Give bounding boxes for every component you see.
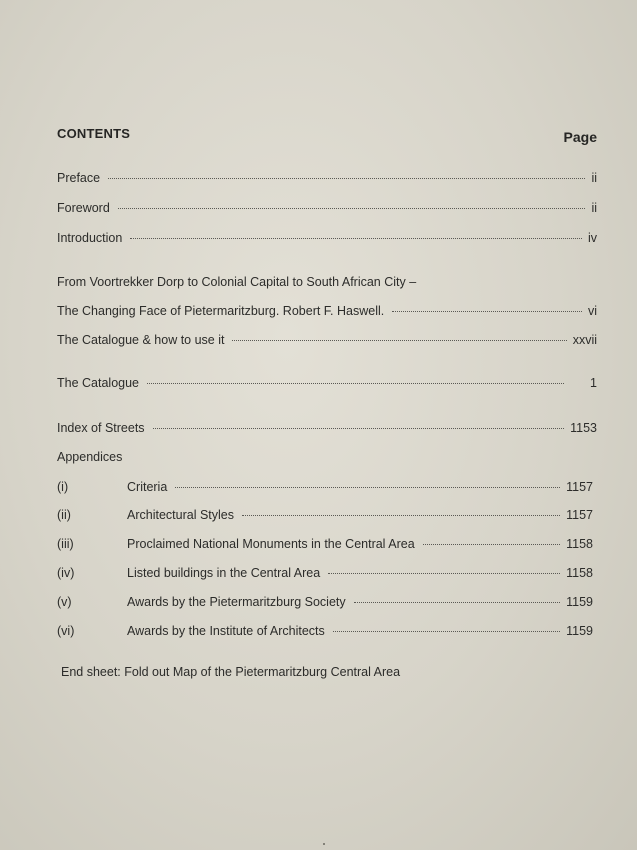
dot-leader: [333, 630, 560, 632]
appendix-number: (vi): [57, 624, 75, 638]
toc-entry-introduction: [57, 231, 597, 245]
toc-appendix-i: [57, 480, 593, 494]
dot-leader: [392, 310, 582, 312]
page-column-heading: Page: [563, 129, 597, 145]
toc-entry-page: 1157: [566, 508, 593, 522]
dot-leader: [153, 427, 565, 429]
toc-entry-page: 1159: [566, 624, 593, 638]
toc-entry-catalogue: [57, 376, 597, 390]
toc-entry-label: The Changing Face of Pietermaritzburg. Robert F. Haswell.: [57, 304, 385, 318]
toc-entry-label: Index of Streets: [57, 421, 145, 435]
toc-appendix-v: [57, 595, 593, 609]
toc-entry-page: ii: [591, 171, 597, 185]
toc-entry-label: Foreword: [57, 201, 110, 215]
toc-entry-label: The Catalogue: [57, 376, 140, 390]
dot-leader: [242, 514, 560, 516]
toc-entry-howto: [57, 333, 597, 347]
appendix-number: (iv): [57, 566, 75, 580]
dot-leader: [423, 543, 560, 545]
appendix-number: (iii): [57, 537, 74, 551]
toc-entry-page: 1157: [566, 480, 593, 494]
dot-leader: [232, 339, 566, 341]
appendix-number: (i): [57, 480, 69, 494]
toc-entry-label: Introduction: [57, 231, 123, 245]
toc-entry-label: Preface: [57, 171, 101, 185]
toc-entry-label: Listed buildings in the Central Area: [127, 566, 321, 580]
toc-entry-page: iv: [587, 231, 597, 245]
toc-entry-foreword: [57, 201, 597, 215]
toc-appendix-iii: [57, 537, 593, 551]
dot-leader: [108, 177, 585, 179]
toc-entry-page: 1158: [566, 566, 593, 580]
dot-leader: [354, 601, 560, 603]
dot-leader: [175, 486, 560, 488]
toc-entry-page: ii: [591, 201, 597, 215]
toc-entry-label: Awards by the Pietermaritzburg Society: [127, 595, 346, 609]
toc-entry-index: [57, 421, 597, 435]
toc-entry-page: 1153: [570, 421, 597, 435]
dot-leader: [147, 382, 564, 384]
appendix-number: (v): [57, 595, 72, 609]
dot-leader: [328, 572, 560, 574]
appendices-label: Appendices: [57, 450, 123, 464]
toc-entry-label: Architectural Styles: [127, 508, 234, 522]
toc-entry-label: Awards by the Institute of Architects: [127, 624, 325, 638]
toc-entry-page: 1: [590, 376, 597, 390]
dot-leader: [130, 237, 582, 239]
toc-entry-label: The Catalogue & how to use it: [57, 333, 225, 347]
toc-entry-preface: [57, 171, 597, 185]
page-speck: [323, 843, 325, 845]
toc-appendix-vi: [57, 624, 593, 638]
toc-entry-page: 1158: [566, 537, 593, 551]
toc-essay-title-line1: From Voortrekker Dorp to Colonial Capital to South African City –: [57, 275, 417, 289]
contents-heading: CONTENTS: [57, 126, 131, 141]
toc-entry-label: Proclaimed National Monuments in the Central Area: [127, 537, 415, 551]
toc-entry-essay: [57, 304, 597, 318]
toc-entry-page: xxvii: [572, 333, 597, 347]
toc-entry-page: 1159: [566, 595, 593, 609]
toc-appendix-iv: [57, 566, 593, 580]
appendix-number: (ii): [57, 508, 71, 522]
end-sheet-note: End sheet: Fold out Map of the Pietermaritzburg Central Area: [61, 665, 401, 679]
toc-entry-page: vi: [587, 304, 597, 318]
dot-leader: [118, 207, 586, 209]
toc-entry-label: Criteria: [127, 480, 168, 494]
toc-appendix-ii: [57, 508, 593, 522]
